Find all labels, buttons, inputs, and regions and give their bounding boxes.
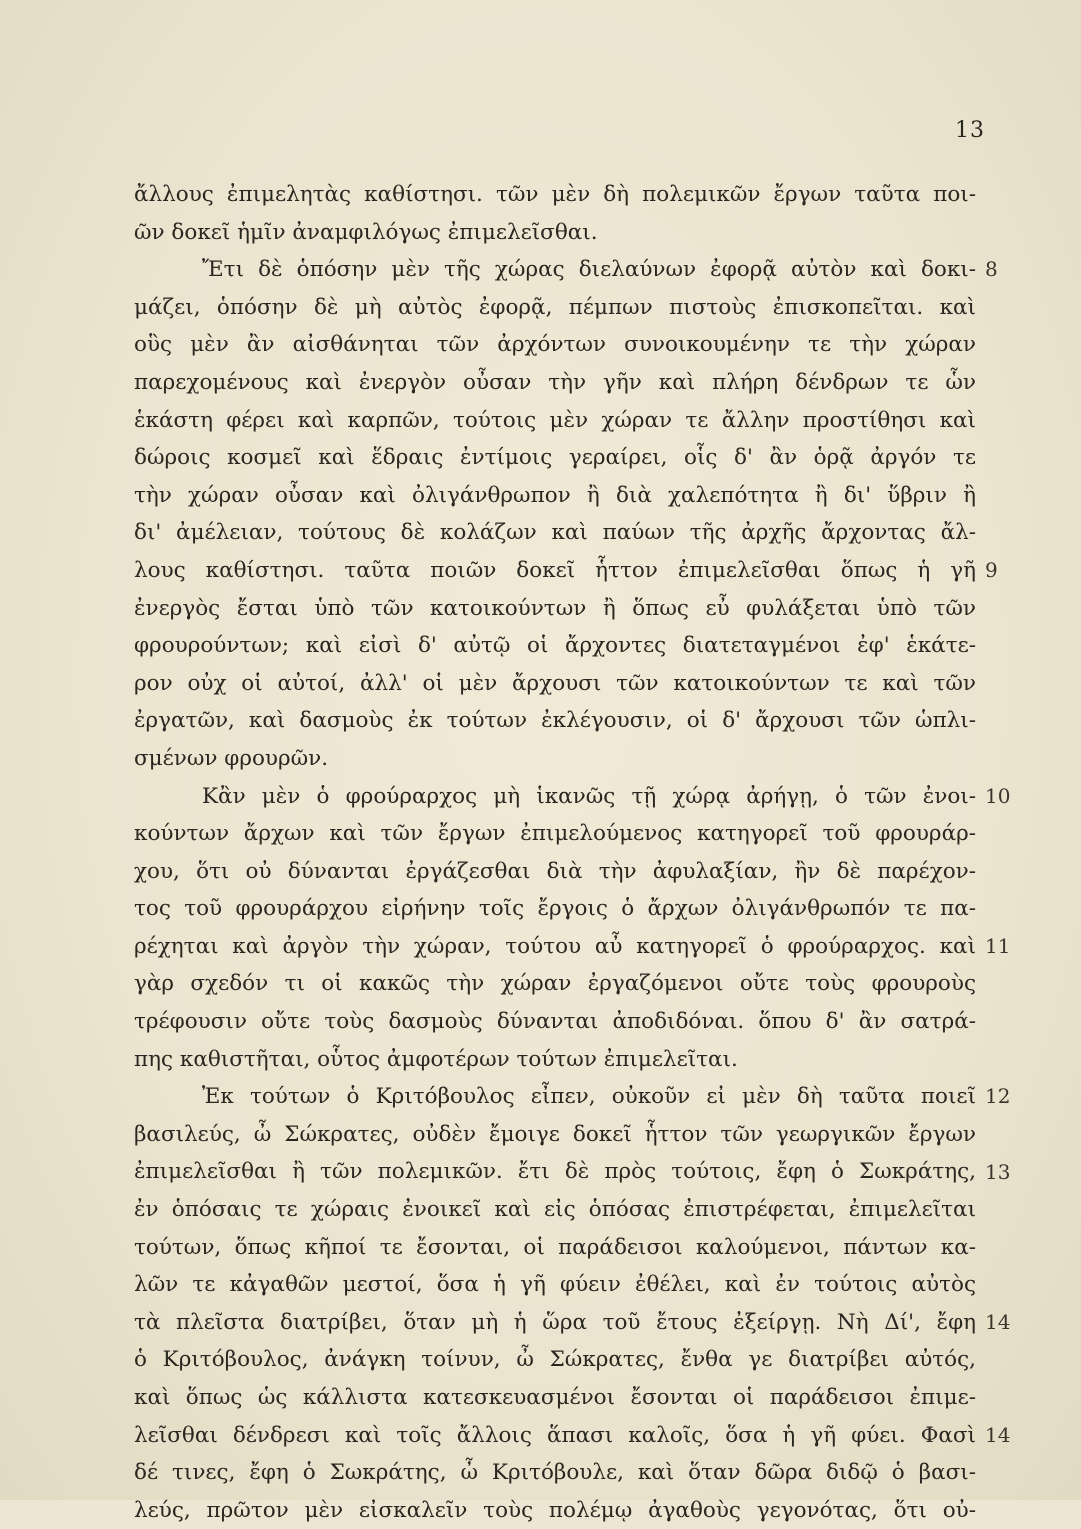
text-line: τος τοῦ φρουράρχου εἰρήνην τοῖς ἔργοις ὁ ἄρχων ὀλιγάνθρωπόν τε πα-	[134, 896, 976, 922]
text-line: λεύς, πρῶτον μὲν εἰσκαλεῖν τοὺς πολέμῳ ἀγαθοὺς γεγονότας, ὅτι οὐ-	[134, 1497, 976, 1523]
text-line: λους καθίστησι. ταῦτα ποιῶν δοκεῖ ἧττον ἐπιμελεῖσθαι ὅπως ἡ γῆ	[134, 557, 976, 583]
text-line: ρον οὐχ οἱ αὐτοί, ἀλλ' οἱ μὲν ἄρχουσι τῶν κατοικούντων τε καὶ τῶν	[134, 670, 976, 696]
text-line: ἐν ὁπόσαις τε χώραις ἐνοικεῖ καὶ εἰς ὁπόσας ἐπιστρέφεται, ἐπιμελεῖται	[134, 1197, 976, 1223]
text-line: χου, ὅτι οὐ δύνανται ἐργάζεσθαι διὰ τὴν ἀφυλαξίαν, ἢν δὲ παρέχον-	[134, 858, 976, 884]
text-line: σμένων φρουρῶν.	[134, 745, 329, 771]
text-line: ἄλλους ἐπιμελητὰς καθίστησι. τῶν μὲν δὴ πολεμικῶν ἔργων ταῦτα ποι-	[134, 182, 976, 207]
section-number: 13	[985, 1159, 1011, 1184]
text-line: Κἂν μὲν ὁ φρούραρχος μὴ ἱκανῶς τῇ χώρᾳ ἀρήγῃ, ὁ τῶν ἐνοι-	[202, 783, 976, 809]
text-line: καὶ ὅπως ὡς κάλλιστα κατεσκευασμένοι ἔσονται οἱ παράδεισοι ἐπιμε-	[134, 1385, 976, 1410]
text-line: λῶν τε κἀγαθῶν μεστοί, ὅσα ἡ γῆ φύειν ἐθέλει, καὶ ἐν τούτοις αὐτὸς	[134, 1272, 976, 1298]
text-line: γὰρ σχεδόν τι οἱ κακῶς τὴν χώραν ἐργαζόμενοι οὔτε τοὺς φρουροὺς	[134, 971, 976, 997]
text-line: φρουρούντων; καὶ εἰσὶ δ' αὐτῷ οἱ ἄρχοντες διατεταγμένοι ἐφ' ἑκάτε-	[134, 633, 976, 659]
section-number: 14	[985, 1422, 1011, 1447]
page-number: 13	[955, 118, 985, 143]
text-line: τὰ πλεῖστα διατρίβει, ὅταν μὴ ἡ ὥρα τοῦ ἔτους ἐξείργῃ. Νὴ Δί', ἔφη	[134, 1309, 976, 1335]
text-line: παρεχομένους καὶ ἐνεργὸν οὖσαν τὴν γῆν καὶ πλήρη δένδρων τε ὧν	[134, 369, 976, 395]
text-line: μάζει, ὁπόσην δὲ μὴ αὐτὸς ἐφορᾷ, πέμπων πιστοὺς ἐπισκοπεῖται. καὶ	[134, 294, 976, 320]
text-line: ἐργατῶν, καὶ δασμοὺς ἐκ τούτων ἐκλέγουσιν, οἱ δ' ἄρχουσι τῶν ὡπλι-	[134, 708, 976, 734]
section-number: 14	[985, 1310, 1011, 1334]
text-line: λεῖσθαι δένδρεσι καὶ τοῖς ἄλλοις ἅπασι καλοῖς, ὅσα ἡ γῆ φύει. Φασὶ	[134, 1422, 976, 1448]
text-line: ὁ Κριτόβουλος, ἀνάγκη τοίνυν, ὦ Σώκρατες, ἔνθα γε διατρίβει αὐτός,	[134, 1347, 976, 1373]
section-number: 12	[985, 1084, 1011, 1109]
text-line: ἑκάστη φέρει καὶ καρπῶν, τούτοις μὲν χώραν τε ἄλλην προστίθησι καὶ	[134, 407, 976, 433]
section-number: 10	[985, 783, 1011, 808]
section-number: 9	[985, 558, 998, 582]
text-line: Ἐκ τούτων ὁ Κριτόβουλος εἶπεν, οὐκοῦν εἰ μὲν δὴ ταῦτα ποιεῖ	[202, 1084, 976, 1110]
text-line: τὴν χώραν οὖσαν καὶ ὀλιγάνθρωπον ἢ διὰ χαλεπότητα ἢ δι' ὕβριν ἢ	[134, 482, 976, 508]
text-line: βασιλεύς, ὦ Σώκρατες, οὐδὲν ἔμοιγε δοκεῖ ἧττον τῶν γεωργικῶν ἔργων	[134, 1121, 976, 1147]
text-line: δέ τινες, ἔφη ὁ Σωκράτης, ὦ Κριτόβουλε, καὶ ὅταν δῶρα διδῷ ὁ βασι-	[134, 1460, 976, 1486]
text-line: πης καθιστῆται, οὗτος ἀμφοτέρων τούτων ἐπιμελεῖται.	[134, 1046, 738, 1072]
section-number: 8	[985, 257, 998, 282]
text-line: δώροις κοσμεῖ καὶ ἕδραις ἐντίμοις γεραίρει, οἷς δ' ἂν ὁρᾷ ἀργόν τε	[134, 445, 976, 471]
body-text	[134, 176, 976, 1529]
text-line: ἐπιμελεῖσθαι ἢ τῶν πολεμικῶν. ἔτι δὲ πρὸς τούτοις, ἔφη ὁ Σωκράτης,	[134, 1159, 976, 1185]
text-line: ῶν δοκεῖ ἡμῖν ἀναμφιλόγως ἐπιμελεῖσθαι.	[134, 219, 598, 245]
section-number: 11	[985, 934, 1011, 958]
text-line: δι' ἀμέλειαν, τούτους δὲ κολάζων καὶ παύων τῆς ἀρχῆς ἄρχοντας ἄλ-	[134, 520, 976, 546]
text-line: τούτων, ὅπως κῆποί τε ἔσονται, οἱ παράδεισοι καλούμενοι, πάντων κα-	[134, 1234, 976, 1260]
text-line: κούντων ἄρχων καὶ τῶν ἔργων ἐπιμελούμενος κατηγορεῖ τοῦ φρουράρ-	[134, 821, 976, 847]
text-line: τρέφουσιν οὔτε τοὺς δασμοὺς δύνανται ἀποδιδόναι. ὅπου δ' ἂν σατρά-	[134, 1009, 976, 1035]
text-line: οὓς μὲν ἂν αἰσθάνηται τῶν ἀρχόντων συνοικουμένην τε τὴν χώραν	[134, 332, 976, 358]
text-line: Ἔτι δὲ ὁπόσην μὲν τῆς χώρας διελαύνων ἐφορᾷ αὐτὸν καὶ δοκι-	[202, 257, 976, 283]
text-line: ρέχηται καὶ ἀργὸν τὴν χώραν, τούτου αὖ κατηγορεῖ ὁ φρούραρχος. καὶ	[134, 933, 976, 959]
text-line: ἐνεργὸς ἔσται ὑπὸ τῶν κατοικούντων ἢ ὅπως εὖ φυλάξεται ὑπὸ τῶν	[134, 595, 976, 621]
